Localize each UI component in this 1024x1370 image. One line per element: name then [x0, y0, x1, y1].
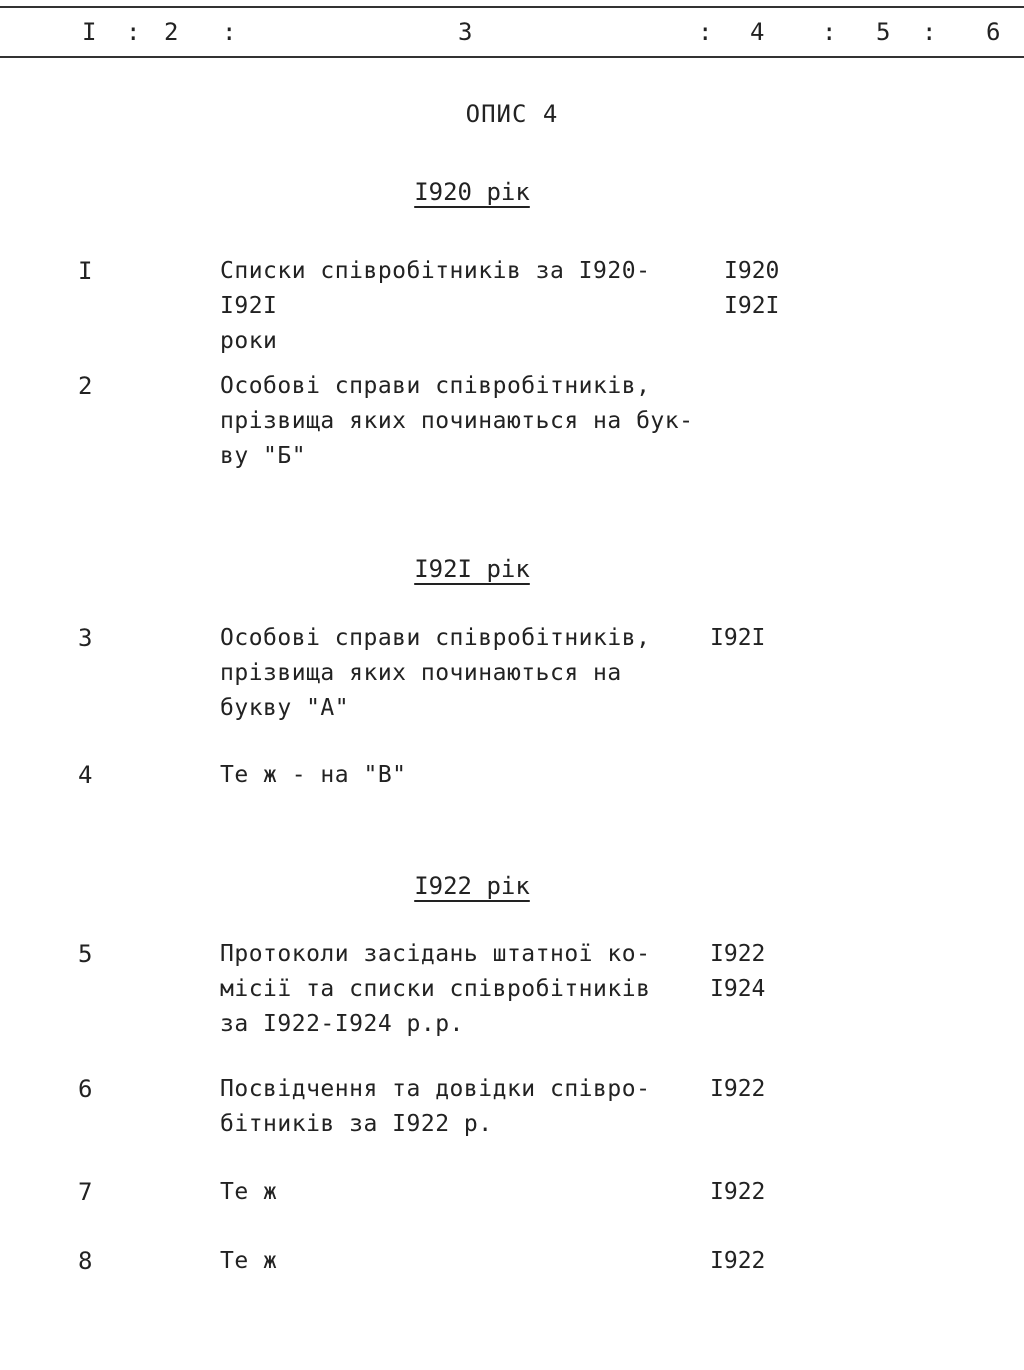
header-top-rule — [0, 6, 1024, 8]
entry-number: 6 — [78, 1075, 93, 1103]
entry-dates: I922 — [710, 1179, 766, 1205]
header-col-6: 6 — [986, 18, 1001, 46]
entry-number: 3 — [78, 624, 93, 652]
entry-description: Посвідчення та довідки співро- бітників за I922 р. — [220, 1076, 651, 1137]
entry-description: Особові справи співробітників, прізвища яких починаються на букву "А" — [220, 625, 651, 721]
section-year-label: I920 рік — [414, 178, 530, 206]
entry-description: Те ж — [220, 1248, 278, 1274]
entry-description: Те ж — [220, 1179, 278, 1205]
column-header-row — [0, 0, 1024, 64]
entry-description: Протоколи засідань штатної ко- місії та списки співробітників за I922-I924 р.р. — [220, 941, 651, 1037]
entry-dates: I92I — [710, 625, 766, 651]
entry-number: 2 — [78, 372, 93, 400]
header-col-2: 2 — [164, 18, 179, 46]
entry-number: 7 — [78, 1178, 93, 1206]
header-col-1: I — [82, 18, 97, 46]
header-separator: : — [698, 18, 713, 46]
header-col-3: 3 — [458, 18, 473, 46]
header-separator: : — [922, 18, 937, 46]
section-year-heading — [0, 555, 944, 583]
header-separator: : — [822, 18, 837, 46]
document-title: ОПИС 4 — [465, 100, 559, 128]
header-separator: : — [222, 18, 237, 46]
entry-description: Те ж - на "В" — [220, 762, 407, 788]
entry-number: 5 — [78, 940, 93, 968]
header-col-5: 5 — [876, 18, 891, 46]
header-separator: : — [126, 18, 141, 46]
section-year-heading — [0, 872, 944, 900]
entry-dates: I922 I924 — [710, 941, 766, 1002]
header-col-4: 4 — [750, 18, 765, 46]
header-bottom-rule — [0, 56, 1024, 58]
entry-dates: I920 I92I — [724, 258, 780, 319]
entry-number: 8 — [78, 1247, 93, 1275]
entry-number: 4 — [78, 761, 93, 789]
entry-description: Особові справи співробітників, прізвища яких починаються на бук- ву "Б" — [220, 373, 694, 469]
entry-description: Списки співробітників за I920-I92I роки — [220, 258, 651, 354]
entry-dates: I922 — [710, 1076, 766, 1102]
section-year-label: I922 рік — [414, 872, 530, 900]
section-year-heading — [0, 178, 944, 206]
entry-dates: I922 — [710, 1248, 766, 1274]
entry-number: I — [78, 257, 93, 285]
section-year-label: I92I рік — [414, 555, 530, 583]
